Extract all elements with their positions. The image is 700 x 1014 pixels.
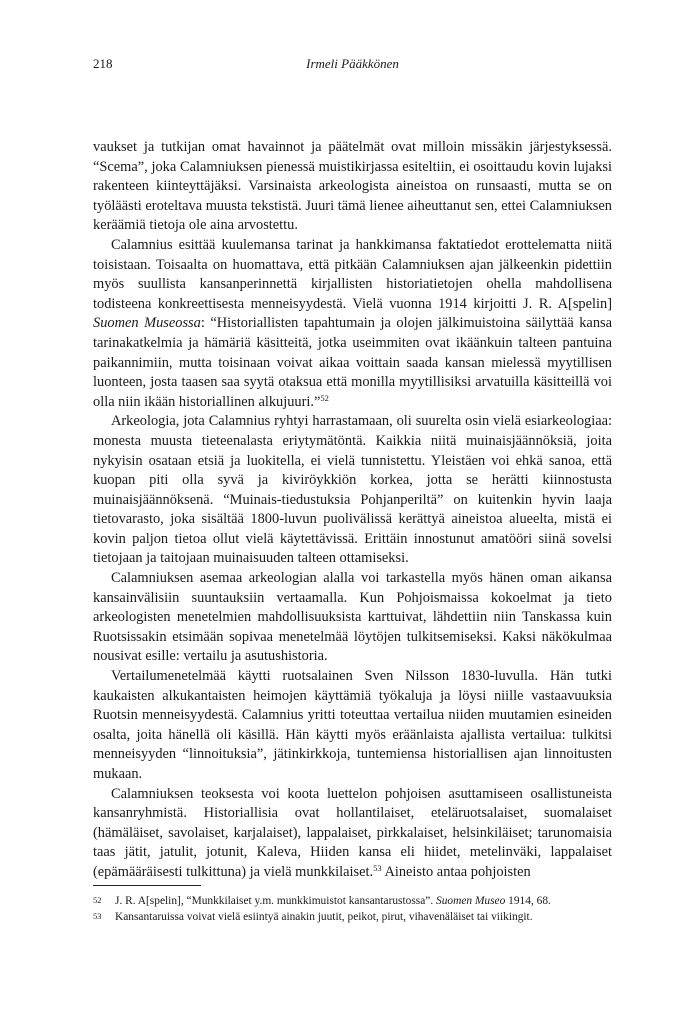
- footnote: [93, 893, 612, 909]
- footnote: [93, 909, 612, 925]
- text-run: vaukset ja tutkijan omat havainnot ja päätelmät ovat milloin missäkin järjestyksessä. “Scema”, joka Calamniuksen pienessä muistikirjassa esiteltiin, ei osoittaudu kovin lujaksi rakenteen kiinteyttäjäksi. Varsinaista arkeologista aineistoa on runsaasti, mutta se on työläästi eroteltava muusta tekstistä. Juuri tämä lienee aiheuttanut sen, ettei Calamniuksen keräämiä tietoja ole aina arvostettu.: [93, 139, 612, 234]
- italic-title: Suomen Museo: [436, 895, 506, 907]
- text-run: 1914, 68.: [505, 895, 551, 907]
- paragraph: [93, 667, 612, 785]
- text-run: Kansantaruissa voivat vielä esiintyä ainakin juutit, peikot, pirut, vihavenäläiset tai viikingit.: [115, 911, 533, 923]
- footnote-reference: 53: [373, 862, 382, 873]
- text-run: Calamnius esittää kuulemansa tarinat ja hankkimansa faktatiedot erottelematta niitä toisistaan. Toisaalta on huomattava, että pitkään Calamniuksen ajan jälkeenkin pidettiin myös suullista kansanperinnettä kirjallisten historiatietojen ohella mahdollisena todisteena konkreettisesta menneisyydestä. Vielä vuonna 1914 kirjoitti J. R. A[spelin]: [93, 236, 612, 312]
- paragraph: [93, 138, 612, 236]
- running-title: Irmeli Pääkkönen: [306, 56, 399, 71]
- text-run: J. R. A[spelin], “Munkkilaiset y.m. munkkimuistot kansantarustossa”.: [115, 895, 437, 907]
- footnote-number: 53: [93, 911, 102, 921]
- page-number: 218: [93, 56, 113, 71]
- italic-title: Suomen Museossa: [93, 315, 201, 332]
- text-run: Aineisto antaa pohjoisten: [381, 863, 531, 880]
- paragraph: [93, 785, 612, 883]
- text-run: : “Historiallisten tapahtumain ja olojen jälkimuistoina säilyttää kansa tarinakatkelmia ja hämäriä käsitteitä, jotka useimmiten ovat ikäänkuin talteen pantuina paikannimiin, mutta toisinaan voivat aikaa voittain saada kansan mielessä myytillisen luonteen, josta taasen saa syytä otaksua että monilla myytillisiksi arvatuilla käsitteillä voi olla niin ikään historiallinen alkujuuri.”: [93, 315, 613, 410]
- paragraph: [93, 236, 612, 412]
- text-run: Arkeologia, jota Calamnius ryhtyi harrastamaan, oli suurelta osin vielä esiarkeologiaa: monesta muusta tieteenalasta eriytymätöntä. Kaikkia niitä muinaisjäännöksiä, joita nykyisin osataan etsiä ja luokitella, ei vielä tunnistettu. Yleistäen voi ehkä sanoa, että kuopan piti olla syvä ja kiviröykkiön korkea, jotta se herätti kiinnostusta muinaisjäännöksenä. “Muinais-tiedustuksia Pohjanperiltä” on kuitenkin hyvin laaja tietovarasto, joka sisältää 1800-luvun puolivälissä kerättyä aineistoa alueelta, mistä ei kovin paljon tietoa ollut vielä käytettävissä. Erittäin innostunut amatööri siinä sovelsi tietojaan ja taitojaan muinaisuuden talteen ottamiseksi.: [93, 413, 612, 567]
- body-text: [93, 138, 612, 883]
- footnote-divider: [93, 885, 201, 886]
- paragraph: [93, 569, 612, 667]
- book-page: [93, 0, 612, 1014]
- paragraph: [93, 412, 612, 569]
- running-head: [93, 56, 612, 76]
- footnote-number: 52: [93, 895, 102, 905]
- text-run: Calamniuksen teoksesta voi koota luettelon pohjoisen asuttamiseen osallistuneista kansanryhmistä. Historiallisia ovat hollantilaiset, eteläruotsalaiset, suomalaiset (hämäläiset, savolaiset, karjalaiset), lappalaiset, pirkkalaiset, helsinkiläiset; tarunomaisia taas jätit, jatulit, jotunit, Kaleva, Hiiden kansa eli hiidet, metelinväki, lappalaiset (epämääräisesti tulkittuna) ja vielä munkkilaiset.: [93, 785, 612, 880]
- text-run: Calamniuksen asemaa arkeologian alalla voi tarkastella myös hänen oman aikansa kansainvälisiin suuntauksiin vertaamalla. Kun Pohjoismaissa kokoelmat ja tieto arkeologisten menetelmien mahdollisuuksista karttuivat, lähdettiin niin Tanskassa kuin Ruotsissakin etsimään sopivaa menetelmää löytöjen tulkitsemiseksi. Kaksi näkökulmaa nousivat esille: vertailu ja asutushistoria.: [93, 570, 612, 665]
- footnotes: [93, 893, 612, 925]
- text-run: Vertailumenetelmää käytti ruotsalainen Sven Nilsson 1830-luvulla. Hän tutki kaukaisten alkukantaisten heimojen käyttämiä työkaluja ja löysi niille vastaavuuksia Ruotsin menneisyydestä. Calamnius yritti toteuttaa vertailua niiden muutamien esineiden osalta, joita hänellä oli käsillä. Hän käytti myös eräänlaista ajallista vertailua: tulkitsi menneisyyden “linnoituksia”, jätinkirkkoja, tuntemiensa historiallisen ajan linnoitusten mukaan.: [93, 668, 612, 782]
- footnote-reference: 52: [320, 392, 329, 403]
